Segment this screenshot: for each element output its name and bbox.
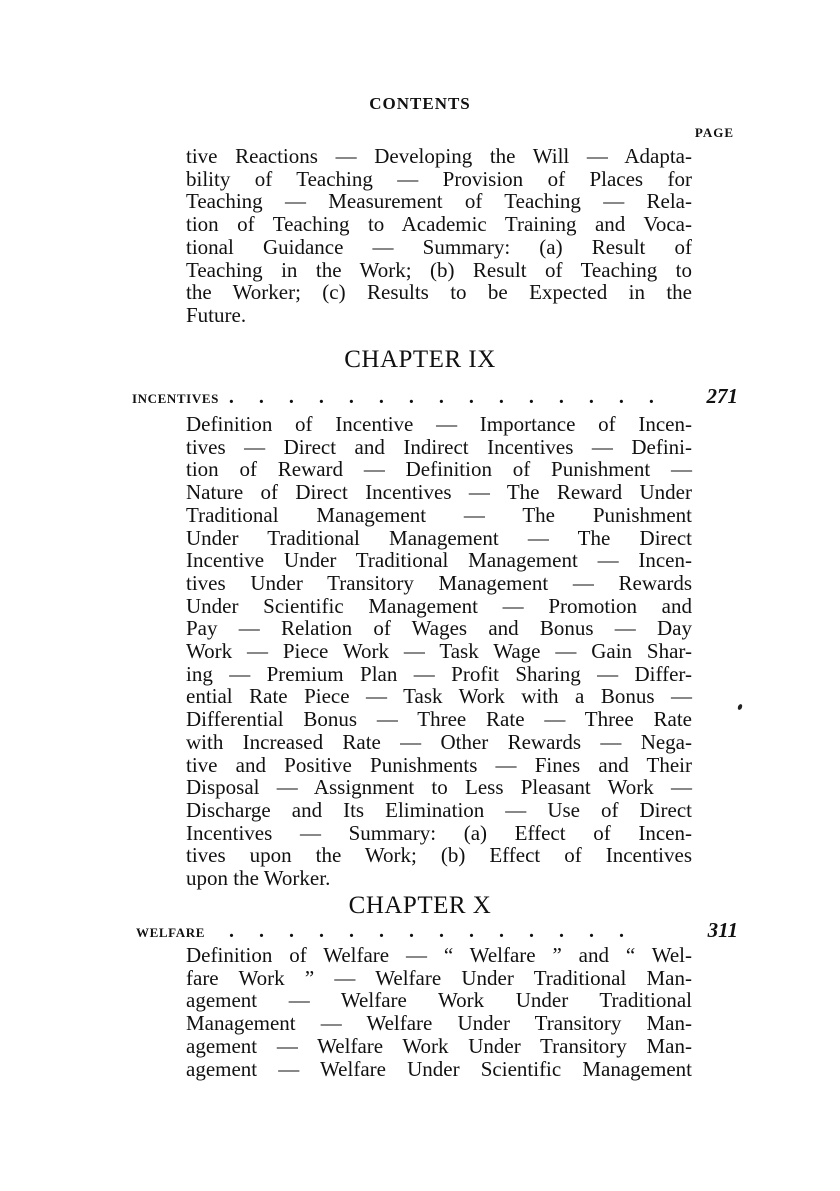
chapter-summary — [186, 413, 692, 890]
summary-line: upon the Worker. — [186, 866, 331, 891]
dot-leader: . . . . . . . . . . . . . . — [228, 920, 634, 942]
summary-line: Teaching in the Work; (b) Result of Teaching to — [186, 257, 692, 282]
summary-line: tives — Direct and Indirect Incentives — Defini- — [186, 434, 692, 459]
summary-line: Under Traditional Management — The Direct — [186, 525, 692, 550]
summary-line: Teaching — Measurement of Teaching — Rela- — [186, 189, 692, 214]
summary-line: Differential Bonus — Three Rate — Three Rate — [186, 707, 692, 732]
summary-line: Definition of Welfare — “ Welfare ” and “ Wel- — [186, 943, 692, 967]
summary-line: agement — Welfare Work Under Traditional — [186, 988, 692, 1013]
page-number: 271 — [706, 384, 738, 408]
ink-speck — [737, 703, 743, 710]
summary-line: tional Guidance — Summary: (a) Result of — [186, 234, 692, 259]
summary-line: Management — Welfare Under Transitory Man- — [186, 1011, 692, 1036]
summary-line: agement — Welfare Work Under Transitory Man- — [186, 1033, 692, 1058]
summary-line: Future. — [186, 302, 247, 327]
running-title: CONTENTS — [369, 94, 471, 113]
page-number: 311 — [707, 918, 738, 942]
dot-leader: . . . . . . . . . . . . . . . — [228, 386, 664, 408]
summary-line: Incentives — Summary: (a) Effect of Incen- — [186, 820, 692, 845]
summary-line: Pay — Relation of Wages and Bonus — Day — [186, 616, 692, 641]
summary-line: Under Scientific Management — Promotion and — [186, 593, 692, 618]
summary-line: Disposal — Assignment to Less Pleasant Work — — [186, 775, 692, 800]
summary-line: bility of Teaching — Provision of Places for — [186, 166, 692, 191]
summary-line: Incentive Under Traditional Management — Incen- — [186, 548, 692, 573]
summary-line: tive and Positive Punishments — Fines and Their — [186, 752, 692, 777]
summary-line: agement — Welfare Under Scientific Management — [186, 1056, 692, 1081]
page-column-label: PAGE — [694, 125, 734, 140]
summary-line: Definition of Incentive — Importance of Incen- — [186, 412, 692, 436]
continued-summary — [186, 145, 692, 327]
summary-line: with Increased Rate — Other Rewards — Nega- — [186, 729, 692, 754]
summary-line: Nature of Direct Incentives — The Reward Under — [186, 480, 692, 505]
entry-title: INCENTIVES — [132, 391, 219, 406]
chapter-summary — [186, 944, 692, 1080]
summary-line: tion of Teaching to Academic Training and Voca- — [186, 212, 692, 237]
entry-title: WELFARE — [136, 925, 205, 940]
summary-line: ing — Premium Plan — Profit Sharing — Differ- — [186, 661, 692, 686]
summary-line: ential Rate Piece — Task Work with a Bonus — — [186, 684, 692, 709]
summary-line: tives Under Transitory Management — Rewards — [186, 570, 692, 595]
summary-line: tives upon the Work; (b) Effect of Incentives — [186, 843, 692, 868]
summary-line: tion of Reward — Definition of Punishment — — [186, 457, 692, 482]
toc-entry-welfare[interactable] — [136, 918, 738, 943]
summary-line: fare Work ” — Welfare Under Traditional Man- — [186, 965, 692, 990]
summary-line: Traditional Management — The Punishment — [186, 502, 692, 527]
summary-line: Work — Piece Work — Task Wage — Gain Shar- — [186, 639, 692, 664]
toc-entry-incentives[interactable] — [132, 384, 738, 409]
summary-line: tive Reactions — Developing the Will — Adapta- — [186, 144, 692, 168]
chapter-heading: CHAPTER IX — [344, 346, 496, 373]
chapter-heading: CHAPTER X — [348, 892, 492, 919]
summary-line: Discharge and Its Elimination — Use of Direct — [186, 797, 692, 822]
summary-line: the Worker; (c) Results to be Expected in the — [186, 280, 692, 305]
